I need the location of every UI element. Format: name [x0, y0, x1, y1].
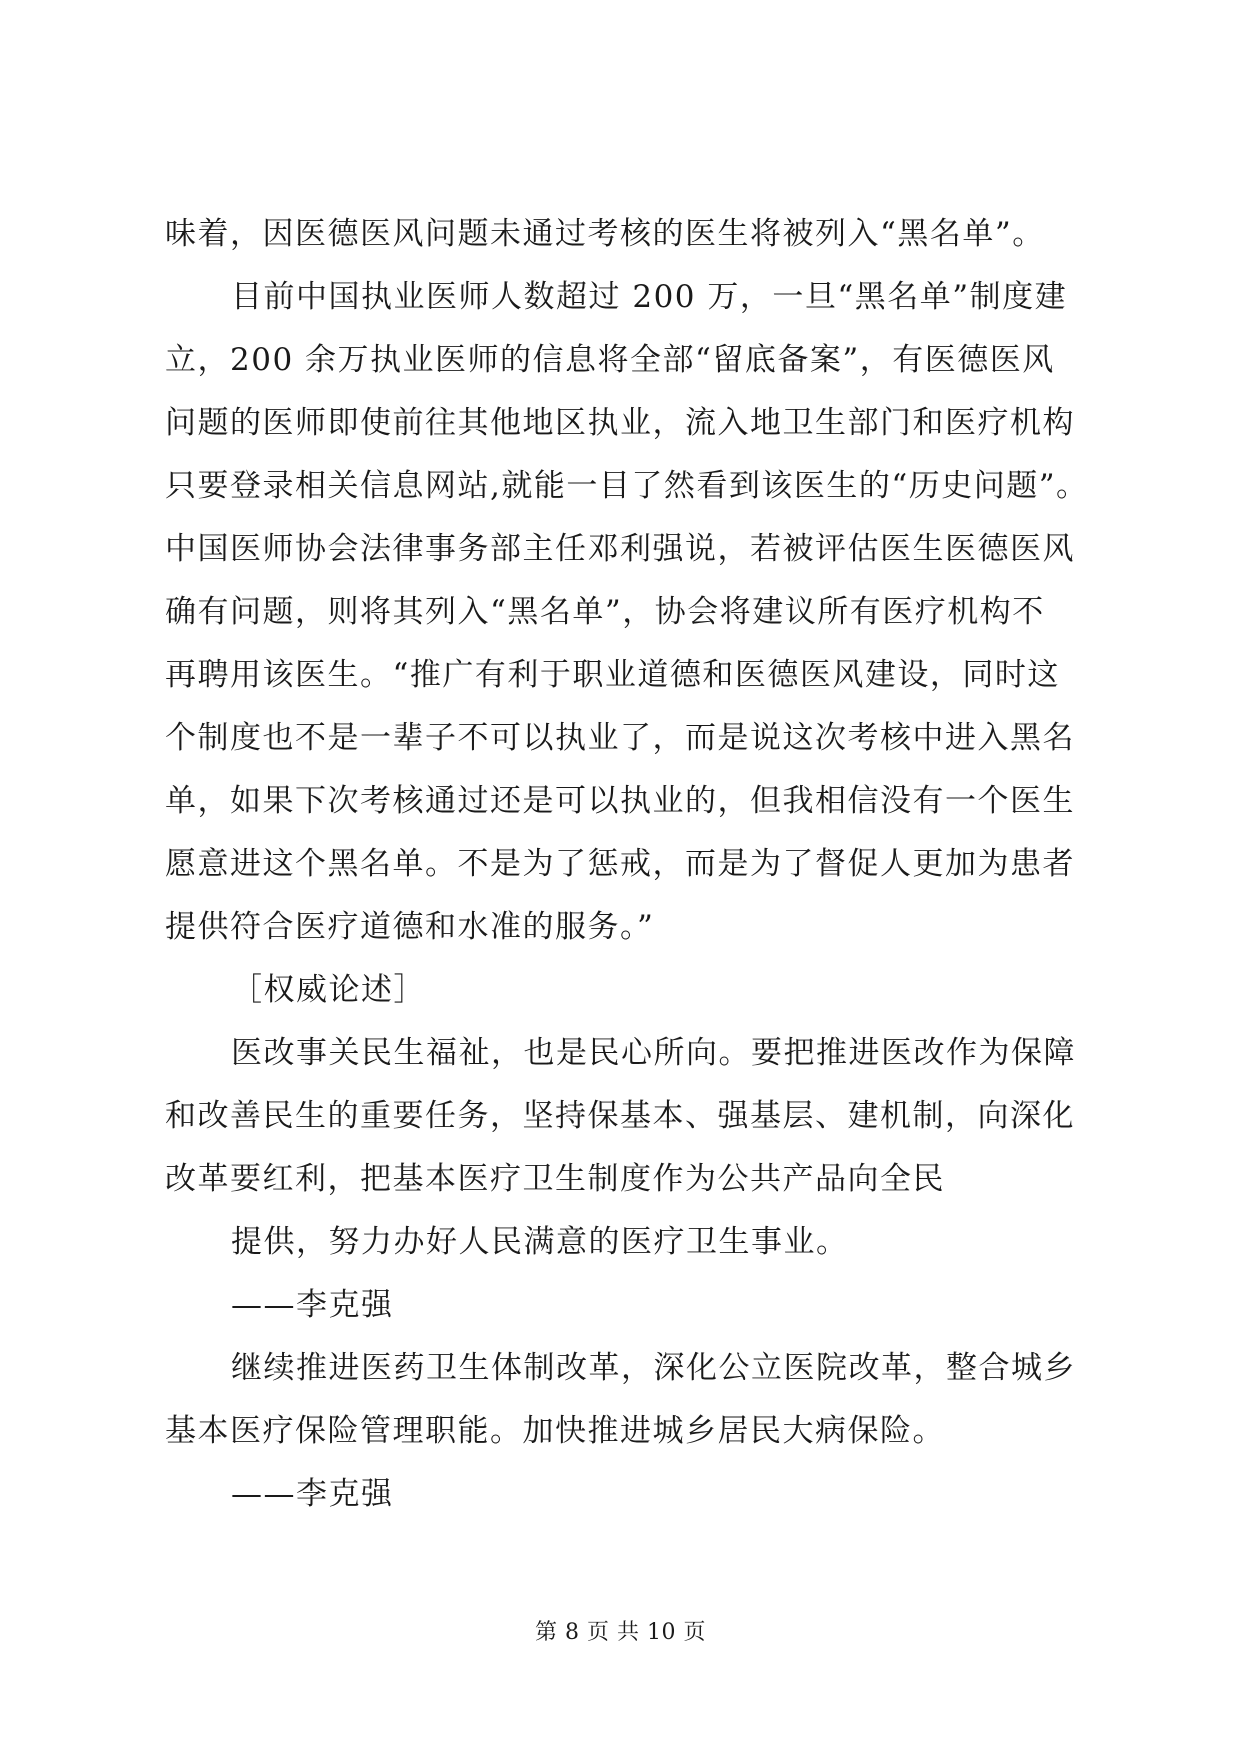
text-line-12: 提供符合医疗道德和水准的服务。”	[165, 909, 655, 945]
text-line-17: 提供，努力办好人民满意的医疗卫生事业。	[231, 1224, 849, 1260]
section-heading: ［权威论述］	[231, 972, 426, 1008]
text-line-5: 只要登录相关信息网站,就能一目了然看到该医生的“历史问题”。	[165, 468, 1089, 504]
text-line-10: 单，如果下次考核通过还是可以执业的，但我相信没有一个医生	[165, 783, 1075, 819]
text-line-20: 基本医疗保险管理职能。加快推进城乡居民大病保险。	[165, 1413, 945, 1449]
text-line-8: 再聘用该医生。“推广有利于职业道德和医德医风建设，同时这	[165, 657, 1060, 693]
text-line-4: 问题的医师即使前往其他地区执业，流入地卫生部门和医疗机构	[165, 405, 1075, 441]
document-body	[165, 203, 1095, 1526]
attribution-1: ——李克强	[231, 1287, 394, 1323]
text-line-19: 继续推进医药卫生体制改革，深化公立医院改革，整合城乡	[231, 1350, 1076, 1386]
text-line-3: 立，200 余万执业医师的信息将全部“留底备案”，有医德医风	[165, 342, 1055, 378]
attribution-2: ——李克强	[231, 1476, 394, 1512]
text-line-14: 医改事关民生福祉，也是民心所向。要把推进医改作为保障	[231, 1035, 1076, 1071]
page-number-footer: 第 8 页 共 10 页	[535, 1620, 706, 1645]
text-line-1: 味着，因医德医风问题未通过考核的医生将被列入“黑名单”。	[165, 216, 1045, 252]
text-line-2: 目前中国执业医师人数超过 200 万，一旦“黑名单”制度建	[231, 279, 1068, 315]
text-line-16: 改革要红利，把基本医疗卫生制度作为公共产品向全民	[165, 1161, 945, 1197]
text-line-9: 个制度也不是一辈子不可以执业了，而是说这次考核中进入黑名	[165, 720, 1075, 756]
text-line-6: 中国医师协会法律事务部主任邓利强说，若被评估医生医德医风	[165, 531, 1075, 567]
text-line-7: 确有问题，则将其列入“黑名单”，协会将建议所有医疗机构不	[165, 594, 1045, 630]
text-line-15: 和改善民生的重要任务，坚持保基本、强基层、建机制，向深化	[165, 1098, 1075, 1134]
text-line-11: 愿意进这个黑名单。不是为了惩戒，而是为了督促人更加为患者	[165, 846, 1075, 882]
